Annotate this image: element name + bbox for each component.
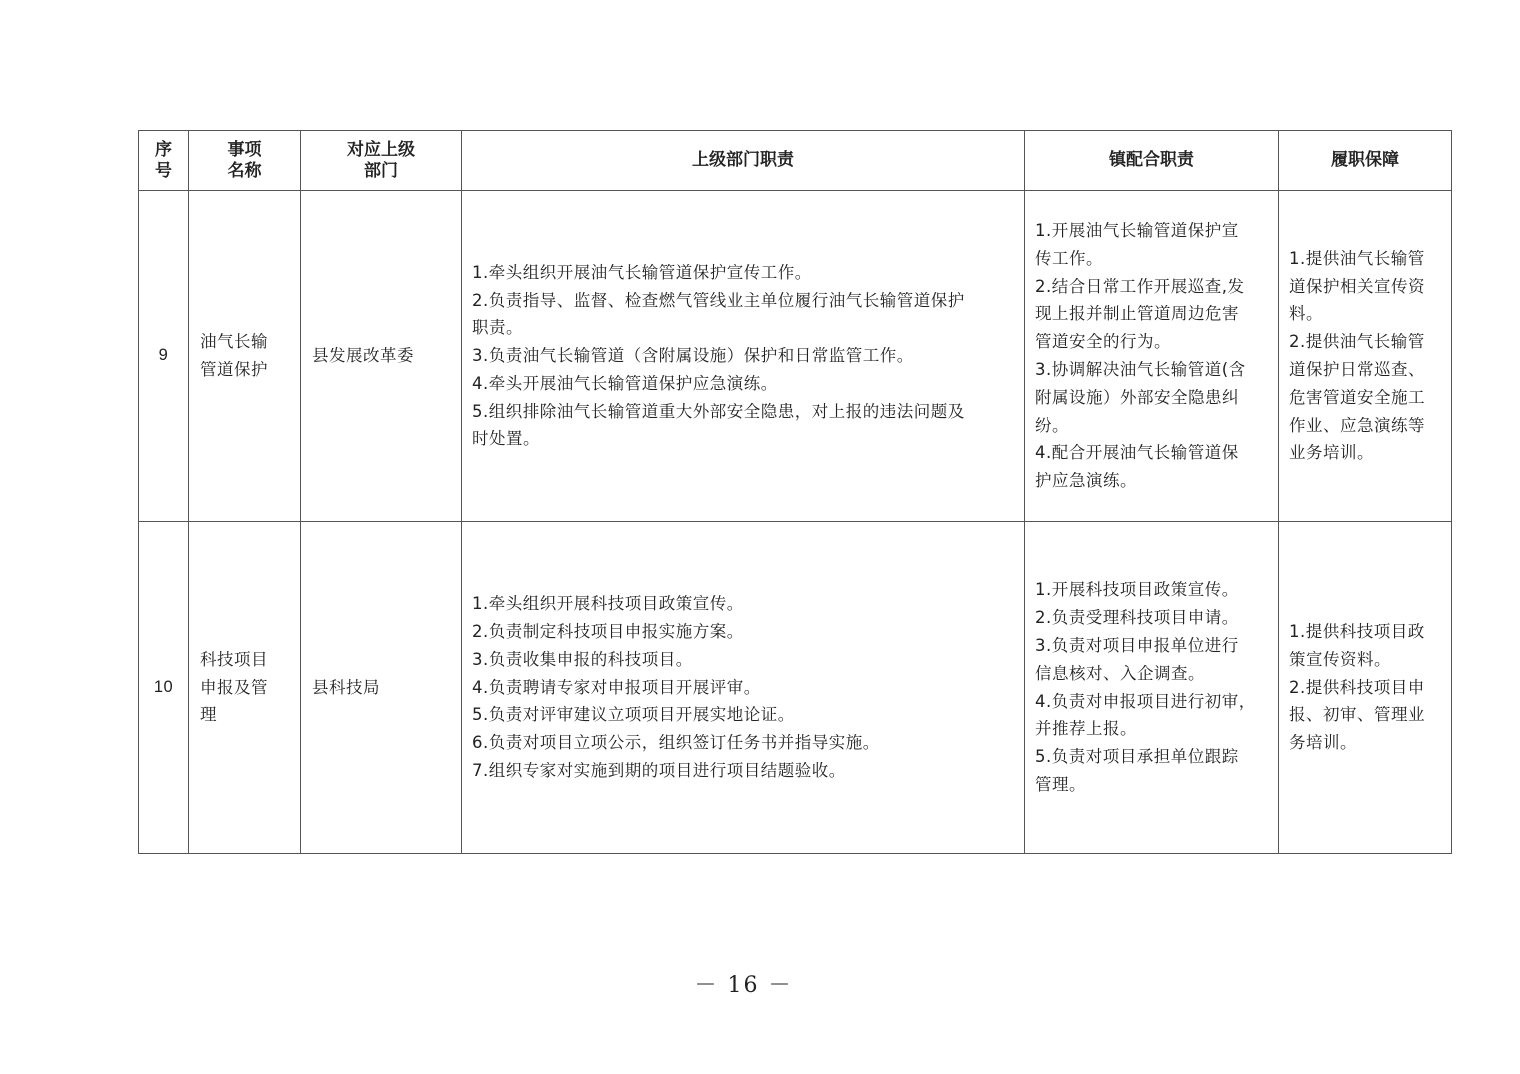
duty-line: 信息核对、入企调查。	[1035, 663, 1205, 683]
item-name-line: 油气长输	[200, 332, 268, 352]
duty-line: 5.负责对项目承担单位跟踪	[1035, 747, 1239, 767]
duty-line: 2.结合日常工作开展巡查,发	[1035, 276, 1245, 296]
duty-line: 传工作。	[1035, 248, 1103, 268]
duty-line: 务培训。	[1289, 733, 1357, 753]
duty-guarantee	[1279, 191, 1452, 522]
duty-line: 5.负责对评审建议立项项目开展实地论证。	[472, 705, 795, 725]
header-dept-line: 对应上级	[347, 139, 415, 160]
header-no-line: 号	[155, 160, 172, 181]
duty-line: 并推荐上报。	[1035, 719, 1137, 739]
duty-line: 1.提供科技项目政	[1289, 622, 1425, 641]
duty-line: 道保护相关宣传资	[1289, 276, 1425, 296]
duty-line: 4.配合开展油气长输管道保	[1035, 443, 1239, 463]
duty-line: 料。	[1289, 304, 1323, 324]
town-duties	[1025, 522, 1279, 854]
header-dept-line: 部门	[364, 160, 398, 181]
header-name-line: 事项	[227, 139, 262, 160]
duty-line: 2.负责指导、监督、检查燃气管线业主单位履行油气长输管道保护	[472, 290, 965, 310]
row-number: 9	[139, 191, 189, 522]
item-name	[189, 191, 301, 522]
upper-duties	[462, 522, 1025, 854]
item-name-line: 管道保护	[200, 360, 268, 379]
item-name-line: 理	[200, 705, 217, 725]
upper-department: 县发展改革委	[301, 191, 462, 522]
duty-line: 1.提供油气长输管	[1289, 248, 1425, 268]
page-number: － 16 －	[694, 973, 793, 998]
upper-duties	[462, 191, 1025, 522]
duty-line: 7.组织专家对实施到期的项目进行项目结题验收。	[472, 760, 846, 780]
duty-line: 2.提供科技项目申	[1289, 677, 1425, 697]
duty-line: 2.提供油气长输管	[1289, 332, 1425, 352]
duty-line: 作业、应急演练等	[1289, 415, 1425, 435]
duty-line: 职责。	[472, 318, 523, 338]
duty-line: 3.负责油气长输管道（含附属设施）保护和日常监管工作。	[472, 346, 914, 366]
duty-line: 业务培训。	[1289, 443, 1374, 463]
duty-line: 6.负责对项目立项公示，组织签订任务书并指导实施。	[472, 733, 880, 753]
duties-table	[138, 130, 1452, 854]
duty-line: 护应急演练。	[1035, 471, 1137, 491]
table-row	[139, 191, 1452, 522]
table-row	[139, 522, 1452, 854]
header-no	[139, 131, 189, 191]
duty-line: 危害管道安全施工	[1289, 387, 1425, 407]
duty-line: 2.负责制定科技项目申报实施方案。	[472, 622, 744, 641]
duty-line: 4.负责聘请专家对申报项目开展评审。	[472, 677, 761, 697]
header-guarantee: 履职保障	[1279, 131, 1452, 191]
duty-line: 1.开展科技项目政策宣传。	[1035, 580, 1239, 600]
duty-line: 策宣传资料。	[1289, 649, 1391, 669]
duty-line: 4.负责对申报项目进行初审，	[1035, 691, 1256, 711]
duty-line: 管理。	[1035, 774, 1086, 794]
duty-line: 1.牵头组织开展科技项目政策宣传。	[472, 594, 744, 614]
town-duties	[1025, 191, 1279, 522]
header-name-line: 名称	[227, 160, 262, 181]
duty-line: 1.牵头组织开展油气长输管道保护宣传工作。	[472, 262, 812, 282]
item-name-line: 科技项目	[200, 649, 268, 669]
duty-line: 附属设施）外部安全隐患纠	[1035, 387, 1239, 407]
duty-line: 道保护日常巡查、	[1289, 360, 1425, 379]
row-number: 10	[139, 522, 189, 854]
duty-line: 3.协调解决油气长输管道(含	[1035, 360, 1246, 379]
duty-line: 管道安全的行为。	[1035, 332, 1171, 352]
duty-line: 1.开展油气长输管道保护宣	[1035, 221, 1239, 241]
duty-line: 4.牵头开展油气长输管道保护应急演练。	[472, 373, 778, 393]
duty-line: 3.负责对项目申报单位进行	[1035, 635, 1239, 655]
duty-line: 现上报并制止管道周边危害	[1035, 304, 1239, 324]
item-name	[189, 522, 301, 854]
table-header-row	[139, 131, 1452, 191]
header-name	[189, 131, 301, 191]
header-upper-duties: 上级部门职责	[462, 131, 1025, 191]
upper-department: 县科技局	[301, 522, 462, 854]
duty-guarantee	[1279, 522, 1452, 854]
duty-line: 2.负责受理科技项目申请。	[1035, 608, 1239, 628]
duty-line: 3.负责收集申报的科技项目。	[472, 649, 693, 669]
duty-line: 纷。	[1035, 415, 1069, 435]
header-town-duties: 镇配合职责	[1025, 131, 1279, 191]
header-no-line: 序	[155, 139, 172, 160]
duty-line: 报、初审、管理业	[1289, 705, 1425, 725]
item-name-line: 申报及管	[200, 677, 268, 697]
duty-line: 5.组织排除油气长输管道重大外部安全隐患，对上报的违法问题及	[472, 401, 965, 421]
header-dept	[301, 131, 462, 191]
duty-line: 时处置。	[472, 429, 540, 449]
